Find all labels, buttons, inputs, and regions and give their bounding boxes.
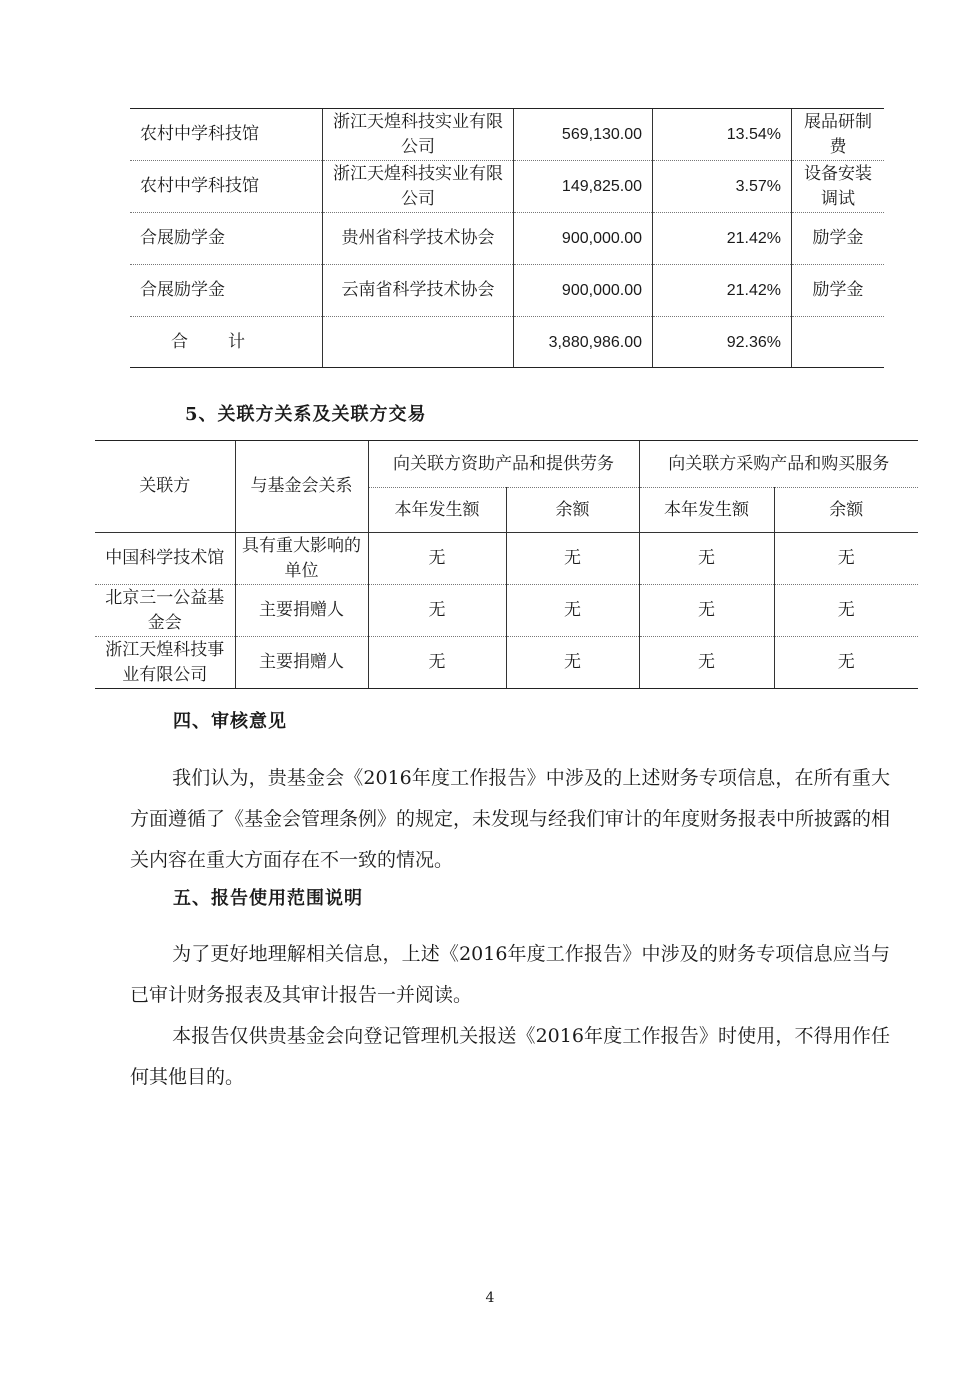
table-row: [95, 637, 918, 689]
percent-cell: 13.54%: [653, 109, 792, 161]
page-number: 4: [485, 1290, 495, 1306]
table-header-row: [95, 441, 918, 488]
relation-cell: 主要捐赠人: [235, 585, 368, 637]
section-4-heading: 四、审核意见: [173, 711, 287, 732]
project-cell: 合展励学金: [130, 265, 323, 317]
value-cell: 无: [639, 585, 774, 637]
purpose-cell: 设备安装调试: [792, 161, 885, 213]
project-cell: 农村中学科技馆: [130, 109, 323, 161]
section-5b-heading: 五、报告使用范围说明: [173, 888, 363, 909]
table-row: [130, 265, 884, 317]
value-cell: 无: [368, 585, 506, 637]
header-balance: 余额: [506, 488, 639, 533]
header-year-amount: 本年发生额: [639, 488, 774, 533]
total-amount: 3,880,986.00: [514, 317, 653, 368]
table-row: [130, 109, 884, 161]
table-row: [95, 533, 918, 585]
purpose-cell: 励学金: [792, 265, 885, 317]
header-year-amount: 本年发生额: [368, 488, 506, 533]
amount-cell: 569,130.00: [514, 109, 653, 161]
value-cell: 无: [368, 533, 506, 585]
header-party: 关联方: [95, 441, 235, 533]
recipient-cell: 浙江天煌科技实业有限公司: [323, 109, 514, 161]
percent-cell: 21.42%: [653, 265, 792, 317]
empty-cell: [792, 317, 885, 368]
table-row: [130, 161, 884, 213]
amount-cell: 900,000.00: [514, 265, 653, 317]
value-cell: 无: [639, 637, 774, 689]
value-cell: 无: [774, 585, 918, 637]
header-purchase-group: 向关联方采购产品和购买服务: [639, 441, 918, 488]
total-percent: 92.36%: [653, 317, 792, 368]
percent-cell: 21.42%: [653, 213, 792, 265]
purpose-cell: 励学金: [792, 213, 885, 265]
value-cell: 无: [506, 585, 639, 637]
header-relation: 与基金会关系: [235, 441, 368, 533]
amount-cell: 900,000.00: [514, 213, 653, 265]
usage-paragraph-2: 本报告仅供贵基金会向登记管理机关报送《2016年度工作报告》时使用，不得用作任何其他目的。: [130, 1025, 890, 1088]
usage-paragraph-1: 为了更好地理解相关信息，上述《2016年度工作报告》中涉及的财务专项信息应当与已审计财务报表及其审计报告一并阅读。: [130, 943, 890, 1006]
audit-opinion-paragraph: 我们认为，贵基金会《2016年度工作报告》中涉及的上述财务专项信息，在所有重大方面遵循了《基金会管理条例》的规定，未发现与经我们审计的年度财务报表中所披露的相关内容在重大方面存在不一致的情况。: [130, 767, 891, 871]
recipient-cell: 浙江天煌科技实业有限公司: [323, 161, 514, 213]
header-fund-group: 向关联方资助产品和提供劳务: [368, 441, 639, 488]
amount-cell: 149,825.00: [514, 161, 653, 213]
total-label: 合计: [130, 317, 323, 368]
total-row: [130, 317, 884, 368]
value-cell: 无: [368, 637, 506, 689]
value-cell: 无: [774, 637, 918, 689]
header-balance: 余额: [774, 488, 918, 533]
party-cell: 浙江天煌科技事业有限公司: [95, 637, 235, 689]
percent-cell: 3.57%: [653, 161, 792, 213]
grant-expense-table: [130, 108, 884, 368]
project-cell: 农村中学科技馆: [130, 161, 323, 213]
relation-cell: 主要捐赠人: [235, 637, 368, 689]
section-5-heading: 5、关联方关系及关联方交易: [185, 404, 427, 425]
recipient-cell: 云南省科学技术协会: [323, 265, 514, 317]
table-row: [95, 585, 918, 637]
project-cell: 合展励学金: [130, 213, 323, 265]
value-cell: 无: [506, 637, 639, 689]
empty-cell: [323, 317, 514, 368]
party-cell: 中国科学技术馆: [95, 533, 235, 585]
related-party-table: [95, 440, 918, 689]
value-cell: 无: [639, 533, 774, 585]
table-row: [130, 213, 884, 265]
party-cell: 北京三一公益基金会: [95, 585, 235, 637]
recipient-cell: 贵州省科学技术协会: [323, 213, 514, 265]
value-cell: 无: [774, 533, 918, 585]
value-cell: 无: [506, 533, 639, 585]
relation-cell: 具有重大影响的单位: [235, 533, 368, 585]
purpose-cell: 展品研制费: [792, 109, 885, 161]
